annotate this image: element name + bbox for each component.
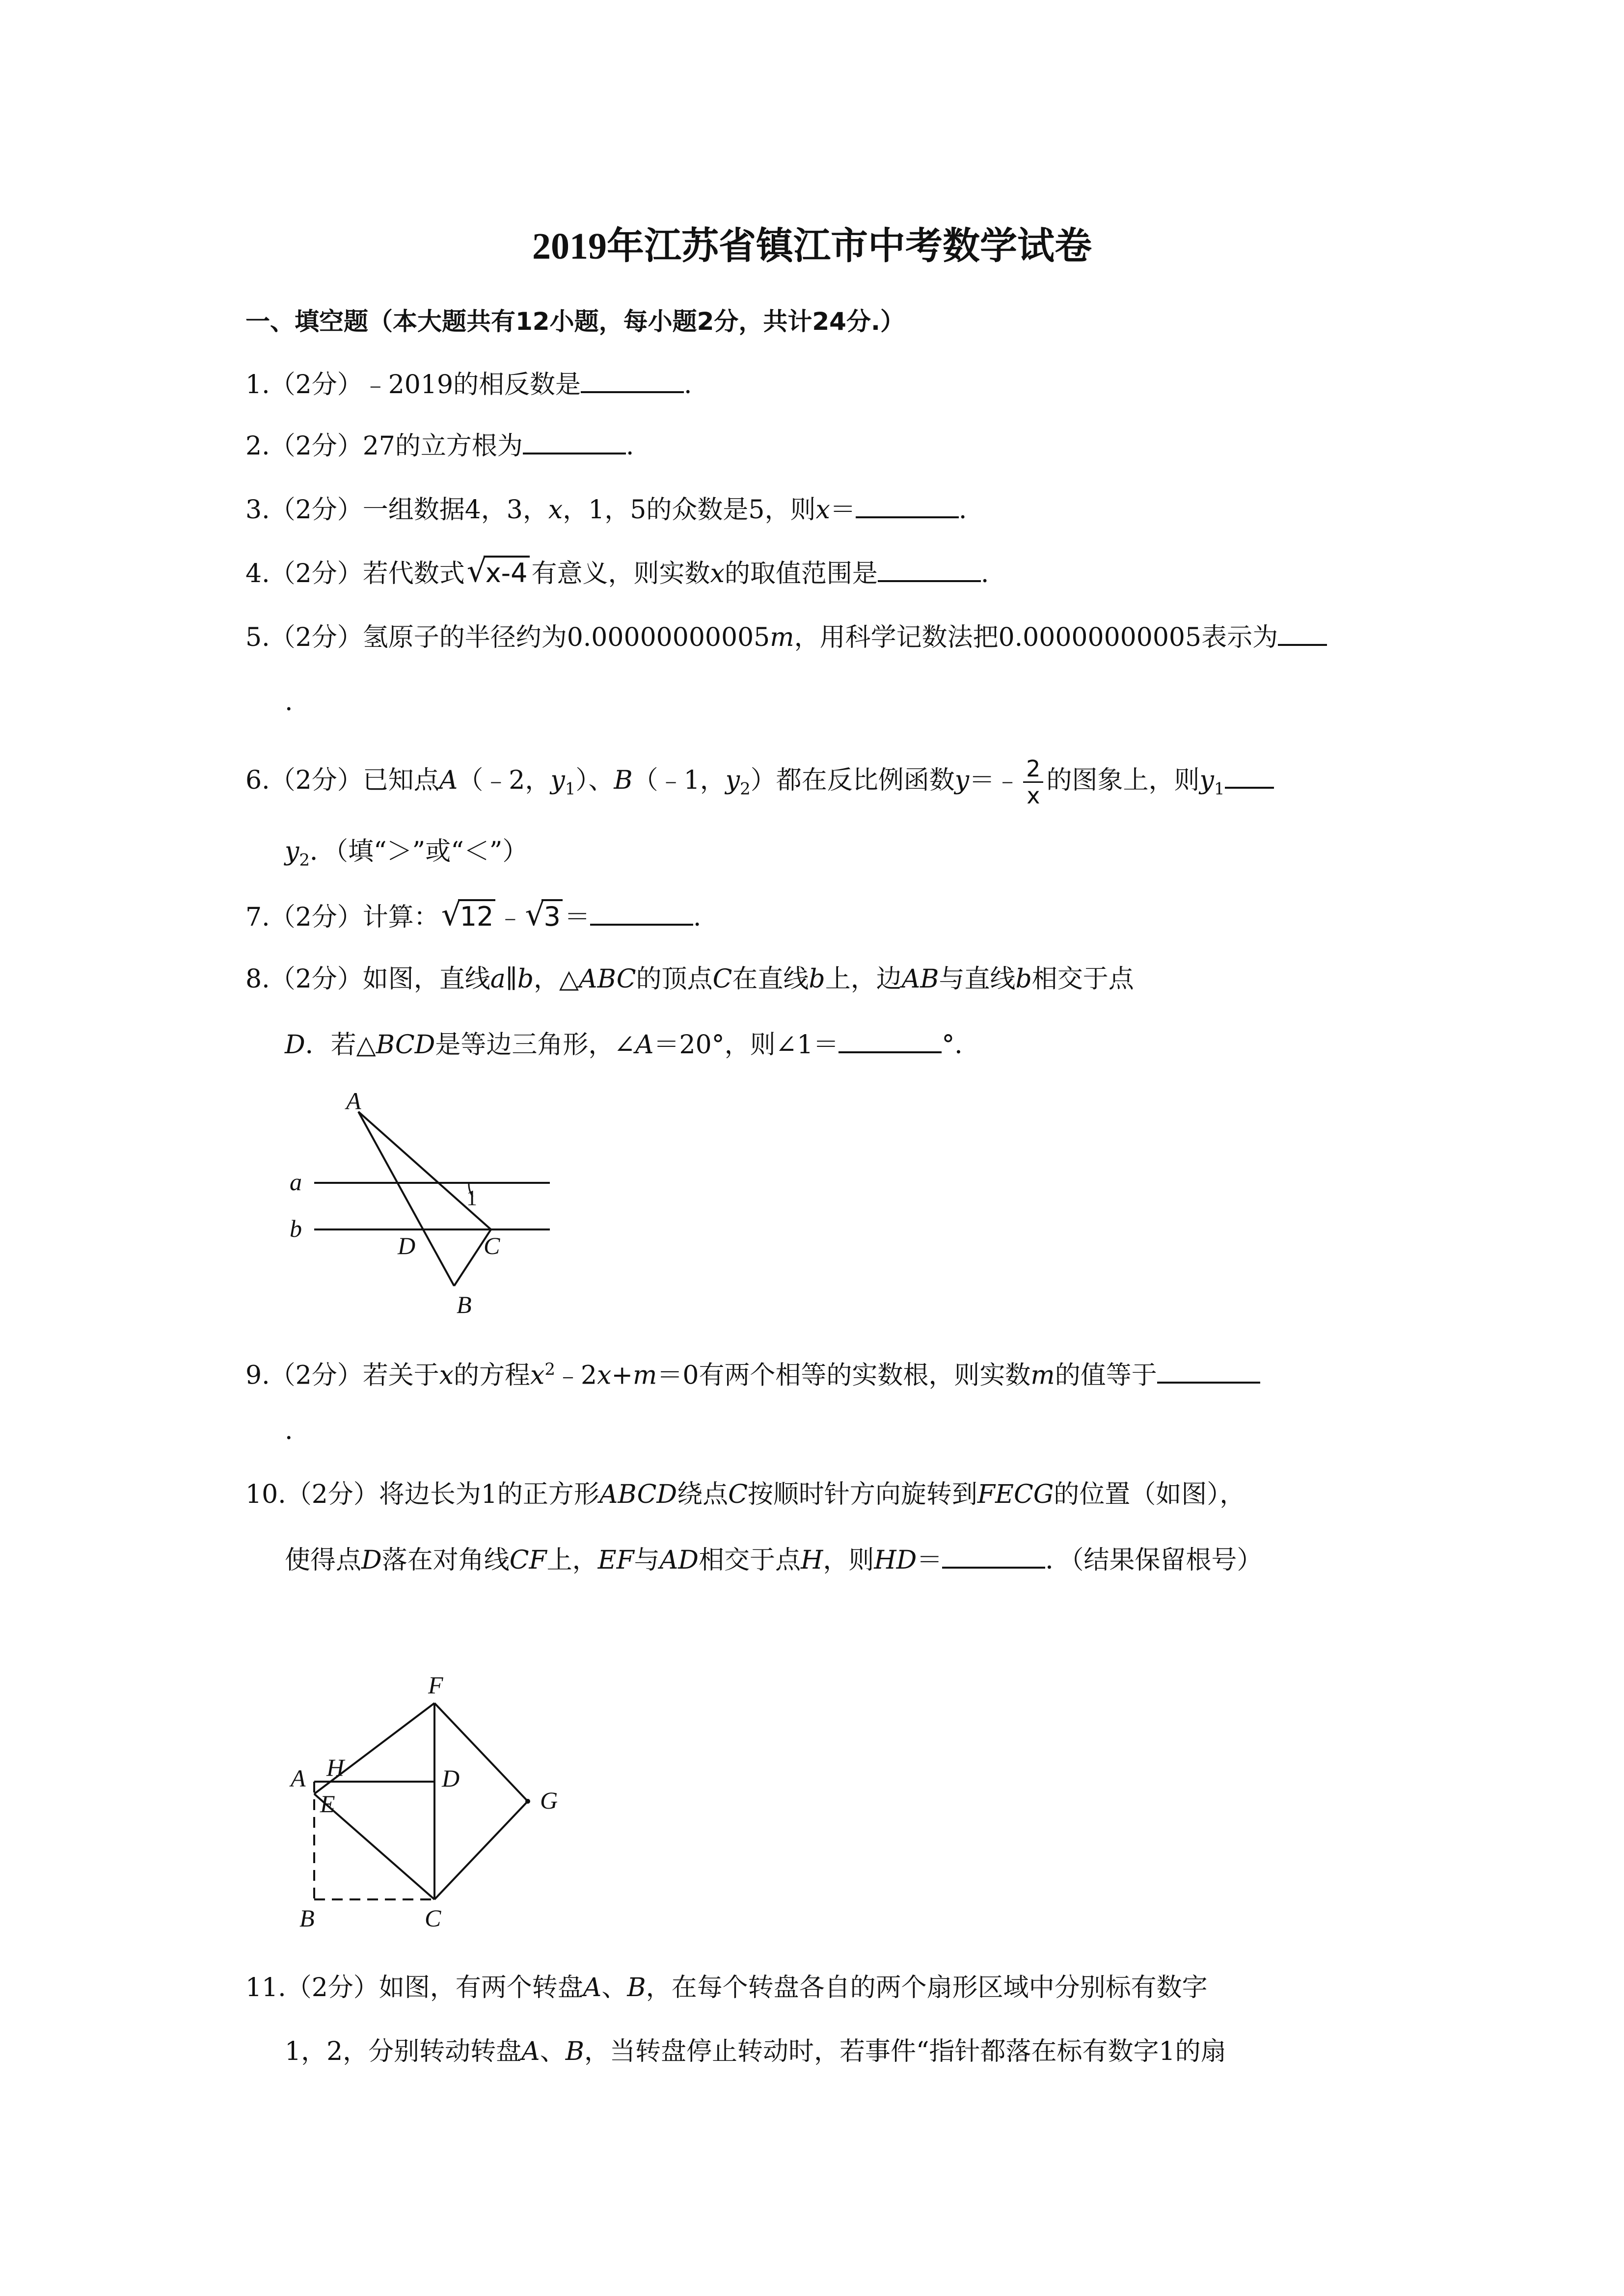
label-D: D [398, 1232, 416, 1259]
question-4: 4.（2分）若代数式 √ x-4 有意义，则实数x的取值范围是 . [245, 553, 989, 589]
answer-blank [839, 1026, 942, 1053]
question-1: 1.（2分）﹣2019的相反数是 . [245, 366, 692, 402]
label-b: b [290, 1215, 302, 1242]
figure-parallel-lines-triangle [280, 1090, 574, 1325]
answer-blank [878, 555, 981, 582]
label-G: G [540, 1787, 558, 1814]
question-5: 5.（2分）氢原子的半径约为0.00000000005m，用科学记数法把0.00000000005表示为 [245, 618, 1327, 655]
figure-rotated-square [280, 1669, 594, 1944]
label-a: a [290, 1168, 302, 1196]
sqrt-expression: √ 3 [525, 900, 562, 934]
sqrt-expression: √ 12 [441, 900, 496, 934]
question-3: 3.（2分）一组数据4，3，x，1，5的众数是5，则x＝ . [245, 491, 967, 527]
question-8: 8.（2分）如图，直线a∥b，△ABC的顶点C在直线b上，边AB与直线b相交于点 [245, 964, 1134, 994]
question-9: 9.（2分）若关于x的方程$x^2﹣2x+m=0$有两个相等的实数根，则实数m的值等于 [245, 1352, 1260, 1392]
label-B: B [457, 1291, 472, 1318]
answer-blank [523, 427, 626, 454]
question-11: 11.（2分）如图，有两个转盘A、B，在每个转盘各自的两个扇形区域中分别标有数字 [245, 1973, 1208, 2002]
label-A: A [346, 1090, 361, 1115]
label-C: C [425, 1904, 441, 1932]
label-D: D [442, 1764, 460, 1792]
question-9-end: . [285, 1416, 293, 1445]
segment-AC [358, 1112, 491, 1229]
answer-blank [1225, 761, 1274, 789]
answer-blank [1278, 618, 1327, 646]
question-6: 6.（2分）已知点A（﹣2，$y_1$）、B（﹣1，$y_2$）都在反比例函数y＝﹣ $\frac{2}{x}$ 的图象上，则$y_1$ [245, 756, 1274, 808]
label-C: C [484, 1232, 500, 1259]
answer-blank [581, 366, 684, 393]
answer-blank [942, 1541, 1045, 1569]
sqrt-expression: √ x-4 [467, 556, 530, 590]
section-header: 一、填空题（本大题共有12小题，每小题2分，共计24分.） [245, 307, 905, 336]
label-B: B [299, 1904, 315, 1932]
question-5-end: . [285, 687, 293, 717]
label-E: E [320, 1790, 335, 1817]
answer-blank [1157, 1356, 1260, 1384]
question-8-cont: D．若△BCD是等边三角形，∠A＝20°，则∠1＝ °． [285, 1026, 980, 1062]
segment-GC [434, 1801, 528, 1899]
answer-blank [856, 491, 959, 518]
question-6-cont: $y_2$．（填“＞”或“＜”） [285, 837, 528, 870]
fraction: $\frac{2}{x}$ [1023, 756, 1043, 808]
segment-AB [358, 1112, 454, 1286]
question-7: 7.（2分）计算： √ 12 ﹣ √ 3 ＝ . [245, 897, 702, 933]
question-2: 2.（2分）27的立方根为 . [245, 427, 634, 463]
answer-blank [590, 898, 693, 926]
question-10: 10.（2分）将边长为1的正方形ABCD绕点C按顺时针方向旋转到FECG的位置（如图）， [245, 1480, 1245, 1509]
label-1: 1 [466, 1186, 477, 1210]
label-H: H [326, 1754, 345, 1781]
page-title: 2019年江苏省镇江市中考数学试卷 [532, 226, 1092, 267]
question-10-cont: 使得点D落在对角线CF上，EF与AD相交于点H，则HD＝ ．（结果保留根号） [285, 1541, 1262, 1577]
point-G [525, 1799, 530, 1804]
label-A: A [291, 1764, 306, 1792]
question-11-cont: 1，2，分别转动转盘A、B，当转盘停止转动时，若事件“指针都落在标有数字1的扇 [285, 2037, 1226, 2066]
label-F: F [428, 1671, 443, 1699]
